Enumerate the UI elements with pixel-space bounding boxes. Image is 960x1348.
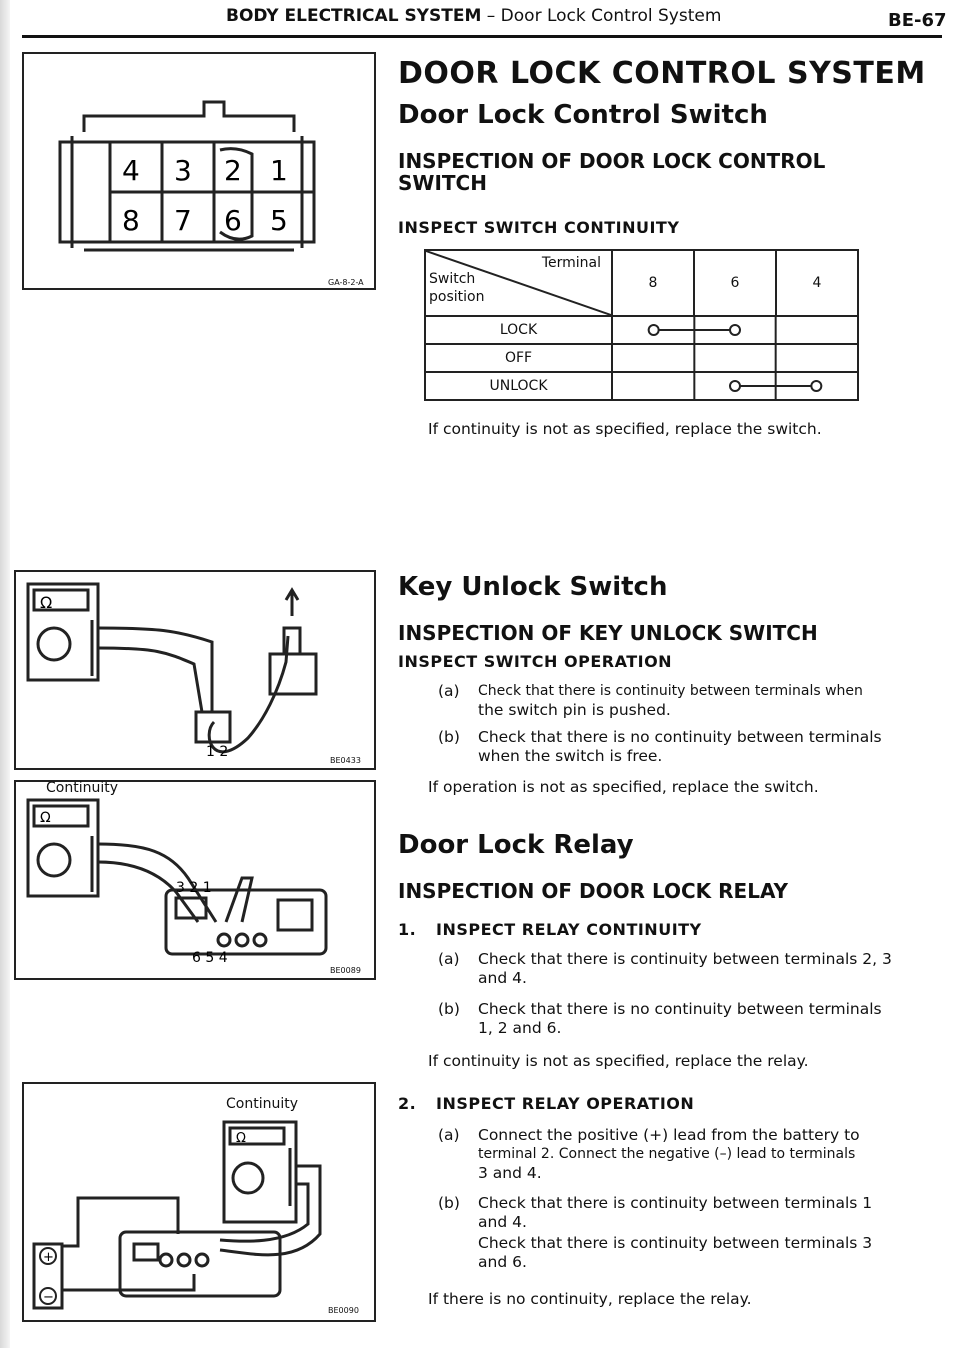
pin-label: 8: [122, 204, 140, 237]
terminal-header: 8: [612, 250, 694, 316]
pin-label: 5: [270, 204, 288, 237]
key-unlock-note: If operation is not as specified, replace the switch.: [428, 778, 819, 796]
relay-continuity-diagram: [16, 782, 374, 978]
ohm-symbol: Ω: [236, 1131, 246, 1146]
continuity-label: Continuity: [226, 1096, 299, 1112]
item-text-line: Check that there is no continuity between terminals: [478, 1000, 882, 1018]
relay-step2-number: 2.: [398, 1094, 417, 1113]
item-text-line: Check that there is continuity between terminals 3: [478, 1234, 873, 1252]
item-marker: (b): [438, 728, 460, 746]
key-unlock-subheading: INSPECTION OF KEY UNLOCK SWITCH: [398, 621, 818, 645]
pin-label: 4: [122, 154, 140, 187]
relay-step1-number: 1.: [398, 920, 417, 939]
minus-sign: −: [43, 1290, 54, 1305]
page-header: [0, 0, 960, 36]
continuity-cell: [612, 316, 858, 344]
corner-switch-label: Switch: [429, 271, 476, 287]
continuity-label: Continuity: [46, 780, 119, 796]
item-text-line: terminal 2. Connect the negative (–) lead to terminals: [478, 1146, 856, 1162]
item-text-line: and 4.: [478, 1213, 527, 1231]
pin-label: 6 5 4: [192, 950, 228, 966]
item-marker: (a): [438, 682, 460, 700]
item-marker: (a): [438, 1126, 460, 1144]
list-item: [438, 950, 938, 990]
ohm-symbol: Ω: [40, 593, 53, 612]
continuity-dot: [811, 381, 821, 391]
continuity-dot: [730, 325, 740, 335]
key-unlock-step: INSPECT SWITCH OPERATION: [398, 652, 673, 671]
continuity-marks: [613, 345, 857, 371]
table-row: [425, 344, 858, 372]
item-text-line: Check that there is continuity between terminals when: [478, 683, 863, 699]
item-marker: (a): [438, 950, 460, 968]
continuity-table: [424, 249, 859, 401]
connector-diagram: [24, 54, 374, 288]
relay-step1-note: If continuity is not as specified, replace the relay.: [428, 1052, 809, 1070]
item-text-line: the switch pin is pushed.: [478, 701, 671, 719]
item-text-line: Check that there is no continuity between terminals: [478, 728, 882, 746]
continuity-cell: [612, 372, 858, 400]
terminal-header: 6: [694, 250, 776, 316]
relay-step1-title: INSPECT RELAY CONTINUITY: [436, 920, 702, 939]
table-header-row: [425, 250, 858, 316]
pin-label: 3 2 1: [176, 880, 212, 896]
relay-step2-title: INSPECT RELAY OPERATION: [436, 1094, 695, 1113]
table-row: [425, 372, 858, 400]
relay-continuity-figure: [14, 780, 376, 980]
pin-label: 2: [224, 154, 242, 187]
relay-step2-note: If there is no continuity, replace the relay.: [428, 1290, 752, 1308]
corner-terminal-label: Terminal: [541, 255, 601, 271]
figure-code: BE0090: [328, 1306, 359, 1315]
switch-heading: Door Lock Control Switch: [398, 100, 768, 130]
ohm-symbol: Ω: [40, 810, 51, 826]
item-text-line: Check that there is continuity between terminals 2, 3: [478, 950, 892, 968]
connector-figure: [22, 52, 376, 290]
item-text-line: 3 and 4.: [478, 1164, 542, 1182]
continuity-marks: [613, 373, 857, 399]
position-cell: OFF: [425, 344, 612, 372]
figure-code: GA-8-2-A: [328, 278, 364, 287]
figure-code: BE0433: [330, 756, 361, 765]
header-section-bold: BODY ELECTRICAL SYSTEM: [226, 6, 482, 26]
pin-label: 1 2: [206, 744, 229, 760]
continuity-dot: [730, 381, 740, 391]
pin-label: 1: [270, 154, 288, 187]
figure-code: BE0089: [330, 966, 361, 975]
item-marker: (b): [438, 1000, 460, 1018]
continuity-cell: [612, 344, 858, 372]
table-row: [425, 316, 858, 344]
relay-operation-figure: [22, 1082, 376, 1322]
item-text-line: 1, 2 and 6.: [478, 1019, 562, 1037]
item-marker: (b): [438, 1194, 460, 1212]
switch-step: INSPECT SWITCH CONTINUITY: [398, 218, 680, 237]
list-item: [438, 1126, 938, 1186]
pin-label: 7: [174, 204, 192, 237]
header-rule: [22, 35, 942, 38]
item-text-line: and 6.: [478, 1253, 527, 1271]
terminal-header: 4: [776, 250, 858, 316]
item-text-line: Connect the positive (+) lead from the battery to: [478, 1126, 860, 1144]
pin-label: 6: [224, 204, 242, 237]
page-spine-shadow: [0, 0, 10, 1348]
relay-operation-diagram: [24, 1084, 374, 1320]
item-text-line: and 4.: [478, 969, 527, 987]
position-cell: UNLOCK: [425, 372, 612, 400]
key-unlock-diagram: [16, 572, 374, 768]
switch-note: If continuity is not as specified, replace the switch.: [428, 420, 822, 438]
key-unlock-heading: Key Unlock Switch: [398, 572, 668, 602]
list-item: [438, 1000, 938, 1040]
list-item: [438, 728, 938, 768]
item-text-line: Check that there is continuity between terminals 1: [478, 1194, 873, 1212]
continuity-dot: [649, 325, 659, 335]
item-text-line: when the switch is free.: [478, 747, 663, 765]
corner-position-label: position: [429, 289, 485, 305]
header-section-title: [226, 6, 721, 26]
key-unlock-figure: [14, 570, 376, 770]
list-item: [438, 682, 938, 722]
list-item: [438, 1194, 938, 1274]
page-title: DOOR LOCK CONTROL SYSTEM: [398, 56, 926, 91]
pin-label: 3: [174, 154, 192, 187]
switch-subheading-line2: SWITCH: [398, 171, 487, 195]
header-page-number: BE-67: [888, 10, 947, 31]
switch-subheading-line1: INSPECTION OF DOOR LOCK CONTROL: [398, 149, 826, 173]
continuity-marks: [613, 317, 857, 343]
position-cell: LOCK: [425, 316, 612, 344]
header-section-rest: – Door Lock Control System: [486, 6, 722, 26]
plus-sign: +: [43, 1250, 54, 1265]
table-corner-cell: [425, 250, 612, 316]
relay-heading: Door Lock Relay: [398, 830, 634, 860]
relay-subheading: INSPECTION OF DOOR LOCK RELAY: [398, 879, 788, 903]
